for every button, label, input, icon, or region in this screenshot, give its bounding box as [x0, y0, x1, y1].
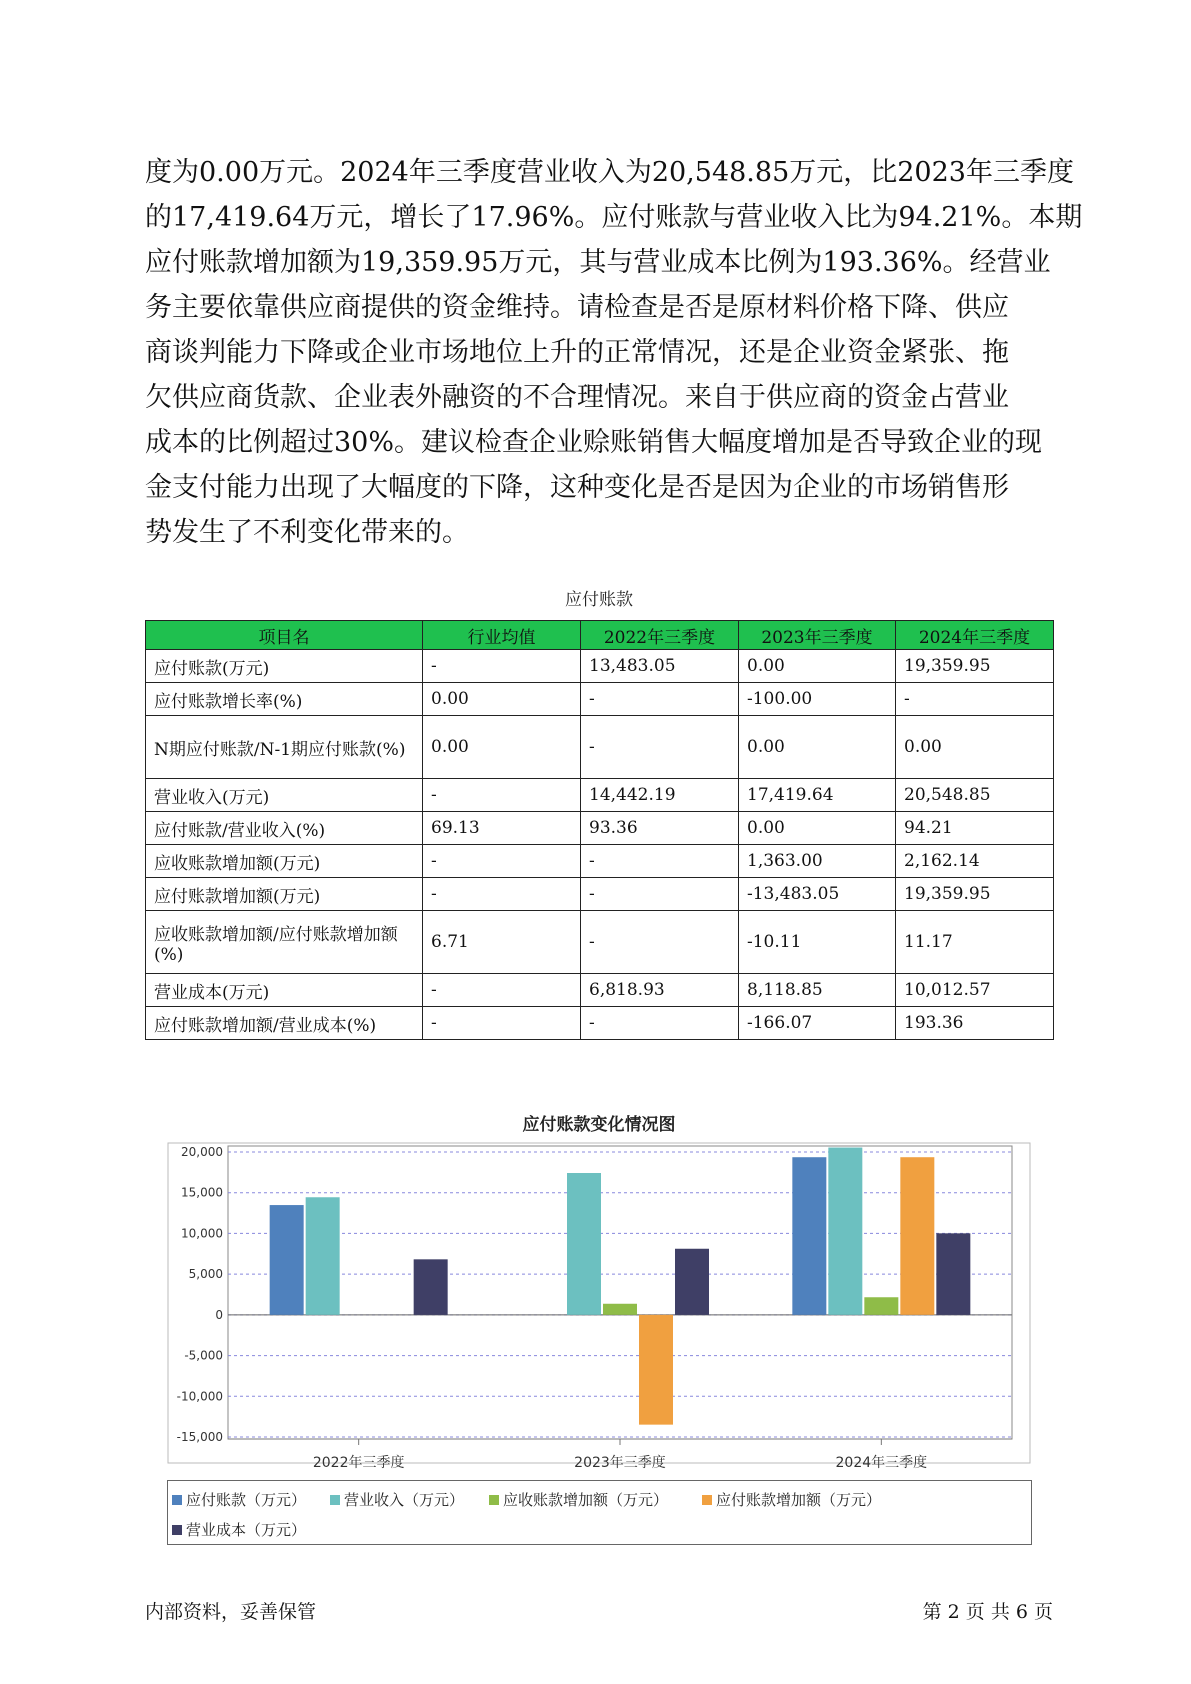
- table-cell: 11.17: [896, 911, 1054, 974]
- legend-label: 营业成本（万元）: [186, 1521, 307, 1539]
- bar: [900, 1157, 934, 1315]
- table-cell: 0.00: [739, 812, 896, 845]
- footer-page-number: 第 2 页 共 6 页: [922, 1601, 1053, 1623]
- table-cell: 1,363.00: [739, 845, 896, 878]
- table-cell: 93.36: [581, 812, 739, 845]
- y-tick-label: -10,000: [176, 1389, 223, 1404]
- footer-confidential-note: 内部资料，妥善保管: [145, 1601, 317, 1623]
- legend-label: 应收账款增加额（万元）: [503, 1491, 669, 1509]
- table-cell: 13,483.05: [581, 650, 739, 683]
- y-tick-label: -15,000: [176, 1430, 223, 1444]
- bar: [675, 1249, 709, 1315]
- legend-swatch: [489, 1495, 499, 1505]
- table-cell: -: [896, 683, 1054, 716]
- chart-title: 应付账款变化情况图: [522, 1115, 676, 1135]
- paragraph-line: 金支付能力出现了大幅度的下降，这种变化是否是因为企业的市场销售形: [145, 472, 1009, 503]
- bar: [270, 1205, 304, 1315]
- table-header-cell: 2022年三季度: [581, 621, 739, 650]
- table-cell: 0.00: [423, 716, 581, 779]
- chart-legend: [167, 1480, 1032, 1545]
- table-cell: 6,818.93: [581, 974, 739, 1007]
- table-cell: 营业成本(万元): [146, 974, 423, 1007]
- legend-swatch: [702, 1495, 712, 1505]
- table-cell: 应收账款增加额(万元): [146, 845, 423, 878]
- table-cell: -: [581, 845, 739, 878]
- table-cell: N期应付账款/N-1期应付账款(%): [146, 716, 423, 779]
- table-cell: -10.11: [739, 911, 896, 974]
- y-tick-label: -5,000: [184, 1348, 223, 1363]
- table-cell: -: [581, 683, 739, 716]
- table-cell: 应付账款增加额/营业成本(%): [146, 1007, 423, 1040]
- legend-item: [172, 1519, 306, 1540]
- table-cell: 0.00: [896, 716, 1054, 779]
- table-cell: 0.00: [423, 683, 581, 716]
- table-cell: -: [423, 845, 581, 878]
- table-cell: 193.36: [896, 1007, 1054, 1040]
- legend-item: [330, 1489, 464, 1510]
- table-cell: 19,359.95: [896, 650, 1054, 683]
- table-cell: 19,359.95: [896, 878, 1054, 911]
- bar: [306, 1197, 340, 1315]
- y-tick-label: 10,000: [181, 1226, 223, 1241]
- paragraph-line: 的17,419.64万元，增长了17.96%。应付账款与营业收入比为94.21%。本期: [145, 202, 1083, 233]
- table-cell: -: [423, 1007, 581, 1040]
- plot-area: [228, 1146, 1012, 1439]
- table-cell: 2,162.14: [896, 845, 1054, 878]
- table-cell: 8,118.85: [739, 974, 896, 1007]
- table-cell: 94.21: [896, 812, 1054, 845]
- table-cell: 0.00: [739, 650, 896, 683]
- table-cell: -: [423, 974, 581, 1007]
- table-cell: 6.71: [423, 911, 581, 974]
- table-cell: 0.00: [739, 716, 896, 779]
- x-tick-label: 2023年三季度: [574, 1455, 666, 1471]
- table-caption: 应付账款: [565, 590, 633, 610]
- bar: [792, 1157, 826, 1315]
- bar: [567, 1173, 601, 1315]
- y-tick-label: 15,000: [181, 1185, 223, 1200]
- bar: [828, 1148, 862, 1315]
- y-tick-label: 0: [215, 1307, 223, 1322]
- legend-label: 应付账款（万元）: [186, 1491, 307, 1509]
- table-header-cell: 2023年三季度: [739, 621, 896, 650]
- legend-swatch: [172, 1525, 182, 1535]
- legend-swatch: [330, 1495, 340, 1505]
- table-cell: 10,012.57: [896, 974, 1054, 1007]
- table-cell: 69.13: [423, 812, 581, 845]
- paragraph-line: 度为0.00万元。2024年三季度营业收入为20,548.85万元，比2023年三季度: [145, 157, 1074, 188]
- legend-swatch: [172, 1495, 182, 1505]
- bar: [639, 1315, 673, 1425]
- table-cell: -166.07: [739, 1007, 896, 1040]
- legend-label: 应付账款增加额（万元）: [716, 1491, 882, 1509]
- legend-item: [489, 1489, 668, 1510]
- x-tick-label: 2024年三季度: [835, 1455, 928, 1471]
- y-tick-label: 20,000: [181, 1145, 223, 1159]
- legend-item: [702, 1489, 881, 1510]
- table-header-cell: 项目名: [146, 621, 423, 650]
- table-cell: 应付账款(万元): [146, 650, 423, 683]
- table-cell: -: [423, 779, 581, 812]
- table-cell: 20,548.85: [896, 779, 1054, 812]
- table-cell: -13,483.05: [739, 878, 896, 911]
- table-cell: -: [423, 650, 581, 683]
- table-cell: 17,419.64: [739, 779, 896, 812]
- table-cell: 应付账款/营业收入(%): [146, 812, 423, 845]
- paragraph-line: 欠供应商货款、企业表外融资的不合理情况。来自于供应商的资金占营业: [145, 382, 1009, 413]
- paragraph-line: 成本的比例超过30%。建议检查企业赊账销售大幅度增加是否导致企业的现: [145, 427, 1043, 458]
- paragraph-line: 应付账款增加额为19,359.95万元，其与营业成本比例为193.36%。经营业: [145, 247, 1051, 278]
- paragraph-line: 商谈判能力下降或企业市场地位上升的正常情况，还是企业资金紧张、拖: [145, 337, 1009, 368]
- bar: [864, 1297, 898, 1315]
- table-cell: -: [423, 878, 581, 911]
- x-tick-label: 2022年三季度: [312, 1455, 405, 1471]
- paragraph-line: 务主要依靠供应商提供的资金维持。请检查是否是原材料价格下降、供应: [145, 292, 1009, 323]
- table-cell: 14,442.19: [581, 779, 739, 812]
- table-cell: -: [581, 716, 739, 779]
- table-cell: -100.00: [739, 683, 896, 716]
- table-cell: 应付账款增长率(%): [146, 683, 423, 716]
- table-cell: 应收账款增加额/应付账款增加额(%): [146, 911, 423, 974]
- table-header-cell: 行业均值: [423, 621, 581, 650]
- table-cell: -: [581, 1007, 739, 1040]
- table-cell: 应付账款增加额(万元): [146, 878, 423, 911]
- bar: [603, 1304, 637, 1315]
- paragraph-line: 势发生了不利变化带来的。: [145, 517, 469, 548]
- table-cell: -: [581, 911, 739, 974]
- y-tick-label: 5,000: [188, 1267, 223, 1282]
- legend-label: 营业收入（万元）: [344, 1491, 465, 1509]
- table-cell: -: [581, 878, 739, 911]
- bar: [936, 1233, 970, 1315]
- bar: [414, 1259, 448, 1315]
- legend-item: [172, 1489, 306, 1510]
- table-header-cell: 2024年三季度: [896, 621, 1054, 650]
- table-cell: 营业收入(万元): [146, 779, 423, 812]
